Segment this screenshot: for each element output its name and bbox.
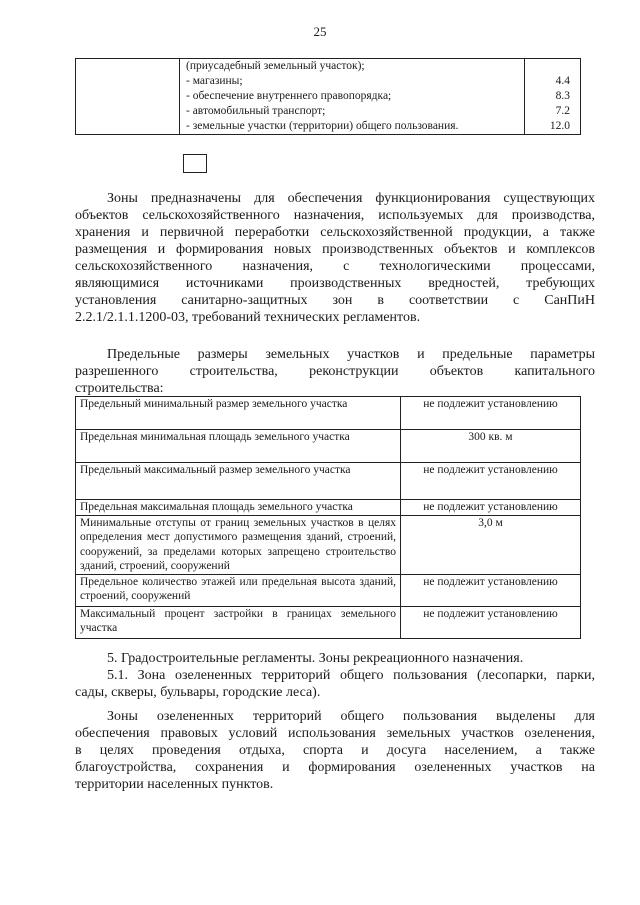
section-heading: 5. Градостроительные регламенты. Зоны рекреационного назначения. bbox=[107, 651, 524, 666]
table-row bbox=[76, 500, 581, 516]
top-table-value-cell bbox=[525, 59, 581, 135]
limits-intro bbox=[75, 346, 595, 397]
param-value: не подлежит установлению bbox=[401, 500, 581, 516]
top-table-value: 4.4 bbox=[555, 75, 570, 87]
paragraph-line: 2.2.1/2.1.1.1200-03, требований технических регламентов. bbox=[75, 310, 421, 325]
top-table-line: - автомобильный транспорт; bbox=[186, 105, 326, 117]
page-number: 25 bbox=[313, 24, 327, 39]
empty-checkbox-frame bbox=[183, 154, 207, 173]
param-value: не подлежит установлению bbox=[401, 574, 581, 606]
paragraph-line: установления санитарно-защитных зон в соответствии с СанПиН bbox=[75, 293, 595, 308]
table-row bbox=[76, 463, 581, 500]
table-row bbox=[76, 430, 581, 463]
top-table-empty-cell bbox=[76, 59, 180, 135]
table-row bbox=[76, 397, 581, 430]
param-value: не подлежит установлению bbox=[401, 397, 581, 430]
subsection-line: 5.1. Зона озелененных территорий общего пользования (лесопарки, парки, bbox=[107, 668, 595, 683]
table-row bbox=[76, 515, 581, 574]
param-label: Предельный минимальный размер земельного участка bbox=[76, 397, 401, 430]
paragraph-line: разрешенного строительства, реконструкции объектов капитального bbox=[75, 364, 595, 379]
green-zones-paragraph bbox=[75, 708, 595, 793]
paragraph-line: Зоны предназначены для обеспечения функционирования существующих bbox=[107, 191, 595, 206]
section-5 bbox=[75, 650, 595, 701]
top-table-text-cell bbox=[180, 59, 525, 135]
table-row bbox=[76, 606, 581, 638]
paragraph-line: обеспечения правовых условий использования земельных участков озеленения, bbox=[75, 726, 595, 741]
table-row bbox=[76, 574, 581, 606]
param-value: не подлежит установлению bbox=[401, 463, 581, 500]
param-label: Предельная максимальная площадь земельного участка bbox=[76, 500, 401, 516]
paragraph-line: размещения и формирования новых производственных объектов и комплексов bbox=[75, 242, 595, 257]
param-label: Предельная минимальная площадь земельного участка bbox=[76, 430, 401, 463]
param-label: Максимальный процент застройки в границах земельного участка bbox=[76, 606, 401, 638]
top-table-line: - обеспечение внутреннего правопорядка; bbox=[186, 90, 392, 102]
paragraph-line: сельскохозяйственного назначения, с технологическими процессами, bbox=[75, 259, 595, 274]
paragraph-line: Зоны озелененных территорий общего пользования выделены для bbox=[107, 709, 595, 724]
top-table bbox=[75, 58, 581, 135]
subsection-line: сады, скверы, бульвары, городские леса). bbox=[75, 685, 321, 700]
top-table-value: 8.3 bbox=[555, 90, 570, 102]
top-table-value: 7.2 bbox=[555, 105, 570, 117]
paragraph-line: объектов сельскохозяйственного назначения, используемых для производства, bbox=[75, 208, 595, 223]
top-table-line: (приусадебный земельный участок); bbox=[186, 60, 365, 72]
paragraph-line: благоустройства, сохранения и формирования озелененных участков на bbox=[75, 760, 595, 775]
paragraph-line: Предельные размеры земельных участков и предельные параметры bbox=[107, 347, 595, 362]
top-table-value bbox=[525, 59, 580, 74]
paragraph-line: являющимися источниками производственных вредностей, требующих bbox=[75, 276, 595, 291]
param-label: Предельное количество этажей или предельная высота зданий, строений, сооружений bbox=[76, 574, 401, 606]
paragraph-line: хранения и первичной переработки сельскохозяйственной продукции, а также bbox=[75, 225, 595, 240]
paragraph-line: территории населенных пунктов. bbox=[75, 777, 274, 792]
param-value: 300 кв. м bbox=[401, 430, 581, 463]
param-value: не подлежит установлению bbox=[401, 606, 581, 638]
zones-paragraph bbox=[75, 190, 595, 326]
param-label: Предельный максимальный размер земельного участка bbox=[76, 463, 401, 500]
paragraph-line: в целях проведения отдыха, спорта и досуга населением, а также bbox=[75, 743, 595, 758]
top-table-line: - земельные участки (территории) общего пользования. bbox=[186, 120, 459, 132]
parameters-table bbox=[75, 396, 581, 639]
top-table-line: - магазины; bbox=[186, 75, 243, 87]
param-value: 3,0 м bbox=[401, 515, 581, 574]
top-table-value: 12.0 bbox=[549, 120, 570, 132]
param-label: Минимальные отступы от границ земельных участков в целях определения мест допустимого размещения зданий, строений, сооружений, за пределами которых запрещено строительство зданий, строений, сооружений bbox=[76, 515, 401, 574]
paragraph-line: строительства: bbox=[75, 381, 164, 396]
